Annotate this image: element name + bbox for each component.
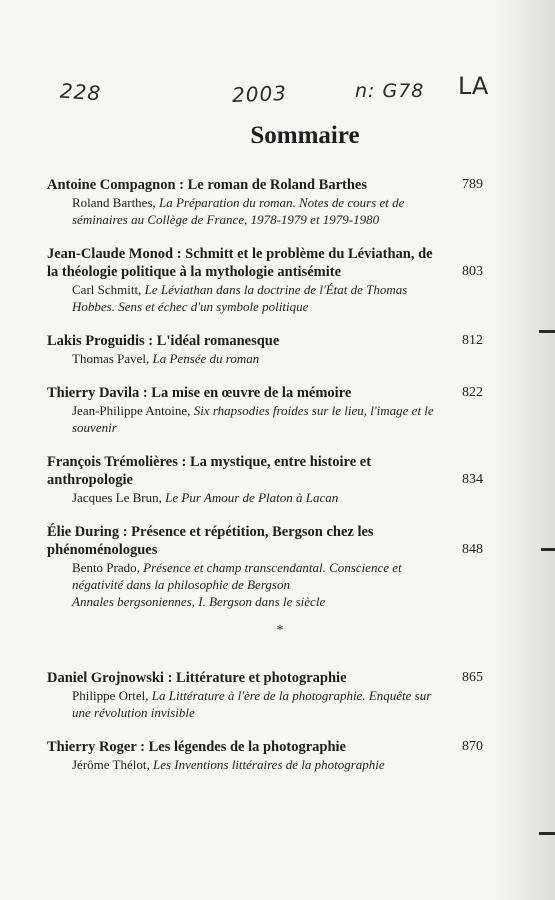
reference-author: Philippe Ortel,	[72, 688, 152, 703]
reference-author: Roland Barthes,	[72, 195, 160, 210]
handwritten-code: LA	[458, 72, 489, 100]
toc-entry-heading: Thierry Davila : La mise en œuvre de la mémoire	[47, 385, 352, 401]
reference-work: La Littérature à l'ère de la photographie. Enquête sur une révolution invisible	[72, 688, 432, 720]
toc-entry-reference	[47, 756, 492, 773]
toc-entry-heading: Antoine Compagnon : Le roman de Roland Barthes	[47, 177, 367, 193]
toc-entry-reference	[47, 402, 452, 436]
toc-entry	[47, 669, 483, 721]
toc-entry-reference	[47, 281, 452, 315]
toc-entry-reference-extra	[47, 593, 452, 610]
reference-work: Six rhapsodies froides sur le lieu, l'image et le souvenir	[72, 403, 434, 435]
toc-entry-page: 834	[462, 472, 483, 487]
toc-entry	[47, 523, 483, 610]
section-separator: *	[276, 623, 284, 638]
toc-entry	[47, 384, 483, 436]
toc-entry-reference	[47, 194, 452, 228]
toc-entry-page: 789	[462, 177, 483, 192]
toc-entry	[47, 738, 483, 773]
toc-entry-page: 812	[462, 333, 483, 348]
reference-author: Bento Prado,	[72, 560, 144, 575]
toc-entry-heading: Thierry Roger : Les légendes de la photographie	[47, 739, 346, 755]
reference-work-extra: Annales bergsoniennes, I. Bergson dans le siècle	[72, 594, 326, 609]
toc-entry-reference	[47, 559, 452, 593]
scan-mark	[541, 548, 555, 551]
toc-entry-page: 803	[462, 264, 483, 279]
toc-entry-heading: Jean-Claude Monod : Schmitt et le problème du Léviathan, de la théologie politique à la mythologie antisémite	[47, 246, 433, 280]
toc-entry-page: 870	[462, 739, 483, 754]
scan-mark	[539, 330, 555, 333]
handwritten-year: 2003	[231, 81, 288, 107]
toc-entry-reference	[47, 489, 452, 506]
toc-entry-reference	[47, 687, 452, 721]
reference-work: La Pensée du roman	[152, 351, 260, 366]
toc-entry	[47, 332, 483, 367]
toc-entry-heading: François Trémolières : La mystique, entre histoire et anthropologie	[47, 454, 372, 488]
toc-entry-page: 848	[462, 542, 483, 557]
table-of-contents	[47, 176, 483, 790]
page-title: Sommaire	[250, 122, 360, 149]
reference-author: Carl Schmitt,	[72, 282, 145, 297]
toc-entry	[47, 245, 483, 315]
reference-work: Les Inventions littéraires de la photographie	[153, 757, 385, 772]
handwritten-number: 228	[59, 78, 102, 106]
reference-work: Présence et champ transcendantal. Conscience et négativité dans la philosophie de Bergson	[72, 560, 402, 592]
scan-mark	[539, 832, 555, 835]
reference-work: Le Léviathan dans la doctrine de l'État de Thomas Hobbes. Sens et échec d'un symbole politique	[72, 282, 408, 314]
reference-author: Jean-Philippe Antoine,	[72, 403, 194, 418]
toc-entry-page: 822	[462, 385, 483, 400]
toc-entry-reference	[47, 350, 452, 367]
reference-author: Jérôme Thélot,	[72, 757, 153, 772]
toc-entry-page: 865	[462, 670, 483, 685]
toc-entry	[47, 453, 483, 506]
toc-entry-heading: Daniel Grojnowski : Littérature et photographie	[47, 670, 347, 686]
reference-work: Le Pur Amour de Platon à Lacan	[165, 490, 339, 505]
toc-entry	[47, 176, 483, 228]
toc-entry-heading: Lakis Proguidis : L'idéal romanesque	[47, 333, 280, 349]
reference-work: La Préparation du roman. Notes de cours et de séminaires au Collège de France, 1978-1979 et 1979-1980	[72, 195, 405, 227]
toc-entry-heading: Élie During : Présence et répétition, Bergson chez les phénoménologues	[47, 524, 374, 558]
reference-author: Jacques Le Brun,	[72, 490, 166, 505]
reference-author: Thomas Pavel,	[72, 351, 153, 366]
handwritten-issue: n: G78	[355, 80, 425, 102]
